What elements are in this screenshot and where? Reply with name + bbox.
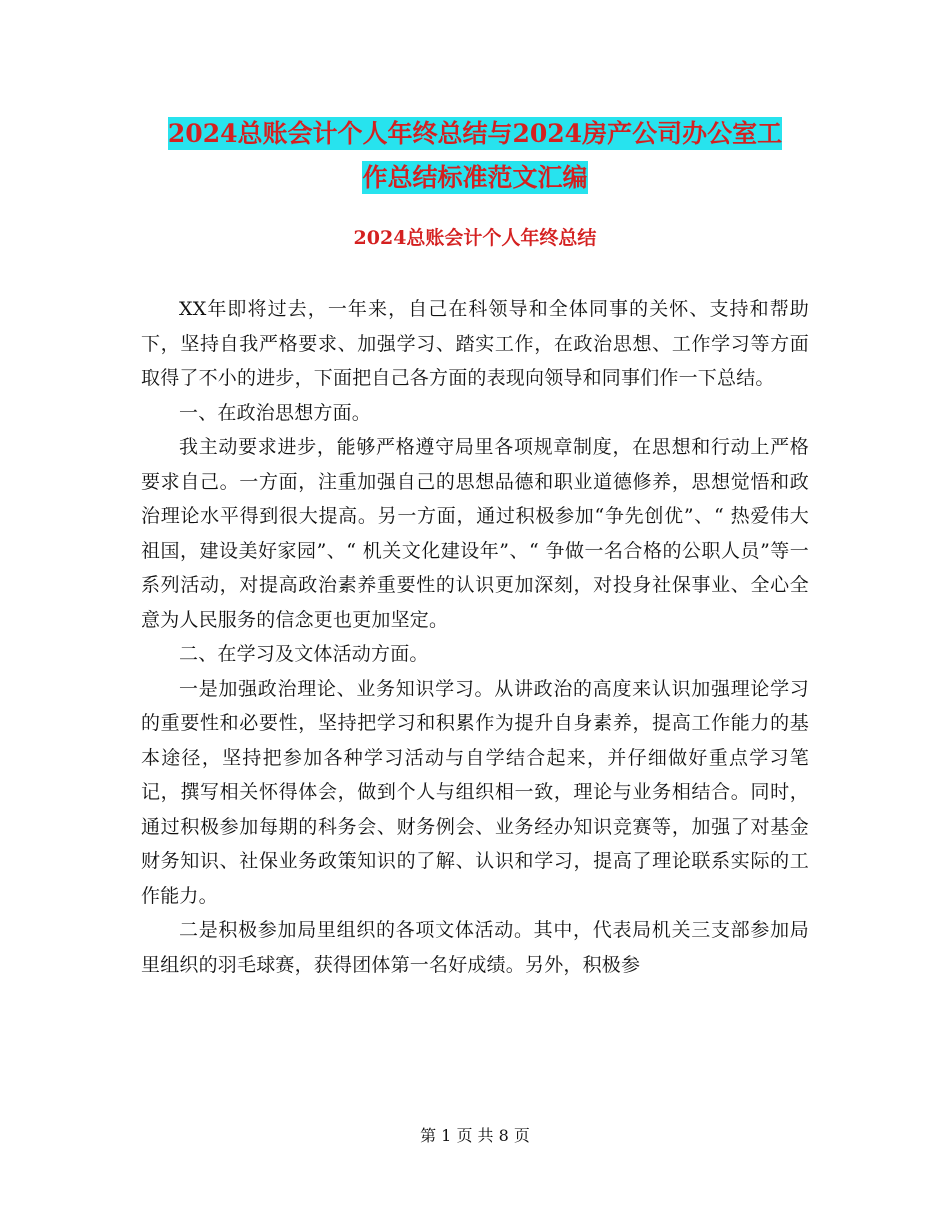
paragraph-activities: 二是积极参加局里组织的各项文体活动。其中，代表局机关三支部参加局里组织的羽毛球赛，获得团体第一名好成绩。另外，积极参 [141,919,809,976]
paragraph-study: 一是加强政治理论、业务知识学习。从讲政治的高度来认识加强理论学习的重要性和必要性，坚持把学习和积累作为提升自身素养，提高工作能力的基本途径，坚持把参加各种学习活动与自学结合起来，并仔细做好重点学习笔记，撰写相关怀得体会，做到个人与组织相一致，理论与业务相结合。同时，通过积极参加每期的科务会、财务例会、业务经办知识竞赛等，加强了对基金财务知识、社保业务政策知识的了解、认识和学习，提高了理论联系实际的工作能力。 [141,677,809,907]
section-title: 2024总账会计个人年终总结 [353,227,597,249]
paragraph-intro: XX年即将过去，一年来，自己在科领导和全体同事的关怀、支持和帮助下，坚持自我严格要求、加强学习、踏实工作，在政治思想、工作学习等方面取得了不小的进步，下面把自己各方面的表现向领导和同事们作一下总结。 [141,298,809,389]
page-footer: 第 1 页 共 8 页 [420,1126,530,1145]
title-line-2: 作总结标准范文汇编 [362,163,588,192]
heading-political-thought: 一、在政治思想方面。 [179,401,372,424]
heading-study-activities: 二、在学习及文体活动方面。 [179,643,429,665]
title-line-1: 2024总账会计个人年终总结与2024房产公司办公室工 [167,119,783,148]
document-title [0,112,950,200]
paragraph-political-thought: 我主动要求进步，能够严格遵守局里各项规章制度，在思想和行动上严格要求自己。一方面，注重加强自己的思想品德和职业道德修养，思想觉悟和政治理论水平得到很大提高。另一方面，通过积极参加“争先创优”、“ 热爱伟大祖国，建设美好家园”、“ 机关文化建设年”、“ 争做一名合格的公职人员”等一系列活动，对提高政治素养重要性的认识更加深刻，对投身社保事业、全心全意为人民服务的信念更也更加坚定。 [141,436,809,631]
document-body [141,292,809,982]
